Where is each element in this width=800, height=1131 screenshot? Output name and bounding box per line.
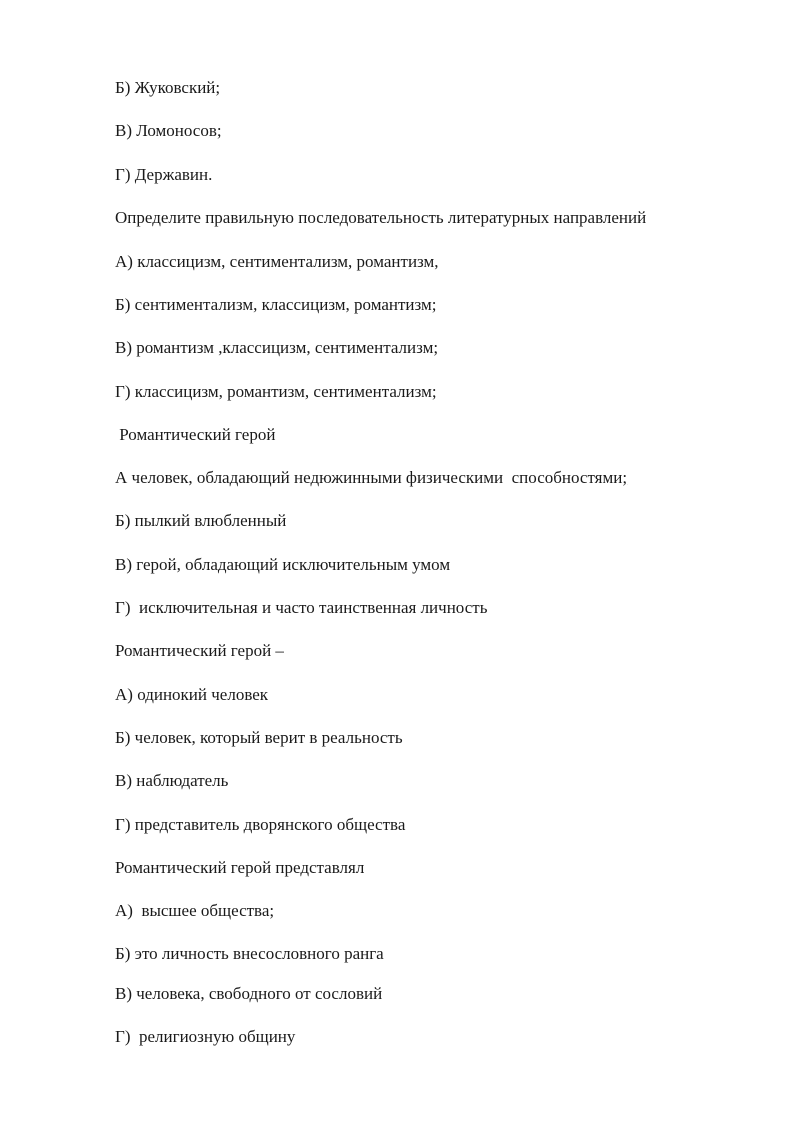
- answer-option: Г) религиозную общину: [115, 1027, 296, 1046]
- answer-option: Б) пылкий влюбленный: [115, 511, 287, 530]
- answer-option: Г) классицизм, романтизм, сентиментализм;: [115, 382, 437, 401]
- answer-option: А) высшее общества;: [115, 901, 275, 920]
- answer-option-suffix: ;: [622, 468, 628, 487]
- answer-option: Г) исключительная и часто таинственная личность: [115, 598, 488, 617]
- answer-option: Б) сентиментализм, классицизм, романтизм;: [115, 295, 437, 314]
- answer-option-text: А человек, обладающий недюжинными физическими способностями: [115, 468, 623, 487]
- question-heading: Определите правильную последовательность литературных направлений: [115, 208, 647, 227]
- question-heading: Романтический герой: [115, 425, 276, 444]
- answer-option: А) классицизм, сентиментализм, романтизм,: [115, 252, 439, 271]
- answer-option: Б) человек, который верит в реальность: [115, 728, 403, 747]
- question-heading: Романтический герой представлял: [115, 858, 365, 877]
- answer-option: Г) представитель дворянского общества: [115, 815, 406, 834]
- answer-option: [115, 468, 627, 488]
- question-heading: Романтический герой –: [115, 641, 284, 660]
- answer-option: В) романтизм ,классицизм, сентиментализм;: [115, 338, 439, 357]
- text-line: Г) Державин.: [115, 165, 213, 184]
- answer-option: В) наблюдатель: [115, 771, 229, 790]
- answer-option: А) одинокий человек: [115, 685, 269, 704]
- answer-option: Б) это личность внесословного ранга: [115, 944, 384, 963]
- text-line: Б) Жуковский;: [115, 78, 221, 97]
- answer-option: В) герой, обладающий исключительным умом: [115, 555, 451, 574]
- answer-option: В) человека, свободного от сословий: [115, 984, 383, 1003]
- text-line: В) Ломоносов;: [115, 121, 222, 140]
